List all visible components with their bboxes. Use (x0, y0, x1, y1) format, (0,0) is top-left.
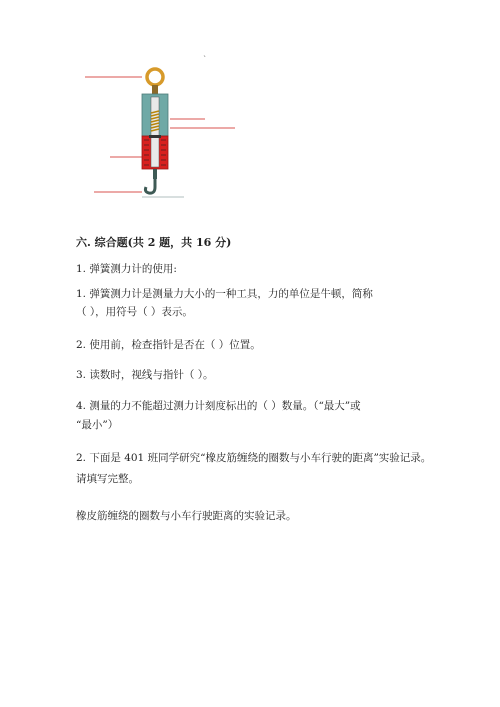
hook-icon (145, 179, 155, 193)
q2-line1: 2. 下面是 401 班同学研究“橡皮筋缠绕的圈数与小车行驶的距离”实验记录。 (76, 452, 432, 464)
q2-caption: 橡皮筋缠绕的圈数与小车行驶距离的实验记录。 (76, 510, 297, 522)
q1-item4-line1: 4. 测量的力不能超过测力计刻度标出的（ ）数量。（“最大”或 (76, 400, 361, 412)
q1-item3: 3. 读数时，视线与指针（ ）。 (76, 369, 214, 381)
section-heading: 六. 综合题(共 2 题，共 16 分) (76, 236, 232, 249)
q1-item1-line2: （ ），用符号（ ）表示。 (76, 306, 193, 318)
figure-mark: ` (203, 55, 207, 64)
q1-item4-line2: “最小”） (76, 419, 119, 431)
q1-title: 1. 弹簧测力计的使用: (76, 263, 177, 275)
ring-icon (147, 69, 163, 85)
q1-item2: 2. 使用前，检查指针是否在（ ）位置。 (76, 339, 261, 351)
spring-scale-figure (80, 55, 250, 205)
q1-item1-line1: 1. 弹簧测力计是测量力大小的一种工具，力的单位是牛顿，简称 (76, 288, 373, 300)
q2-line2: 请填写完整。 (76, 473, 139, 485)
pointer-icon (149, 135, 161, 138)
